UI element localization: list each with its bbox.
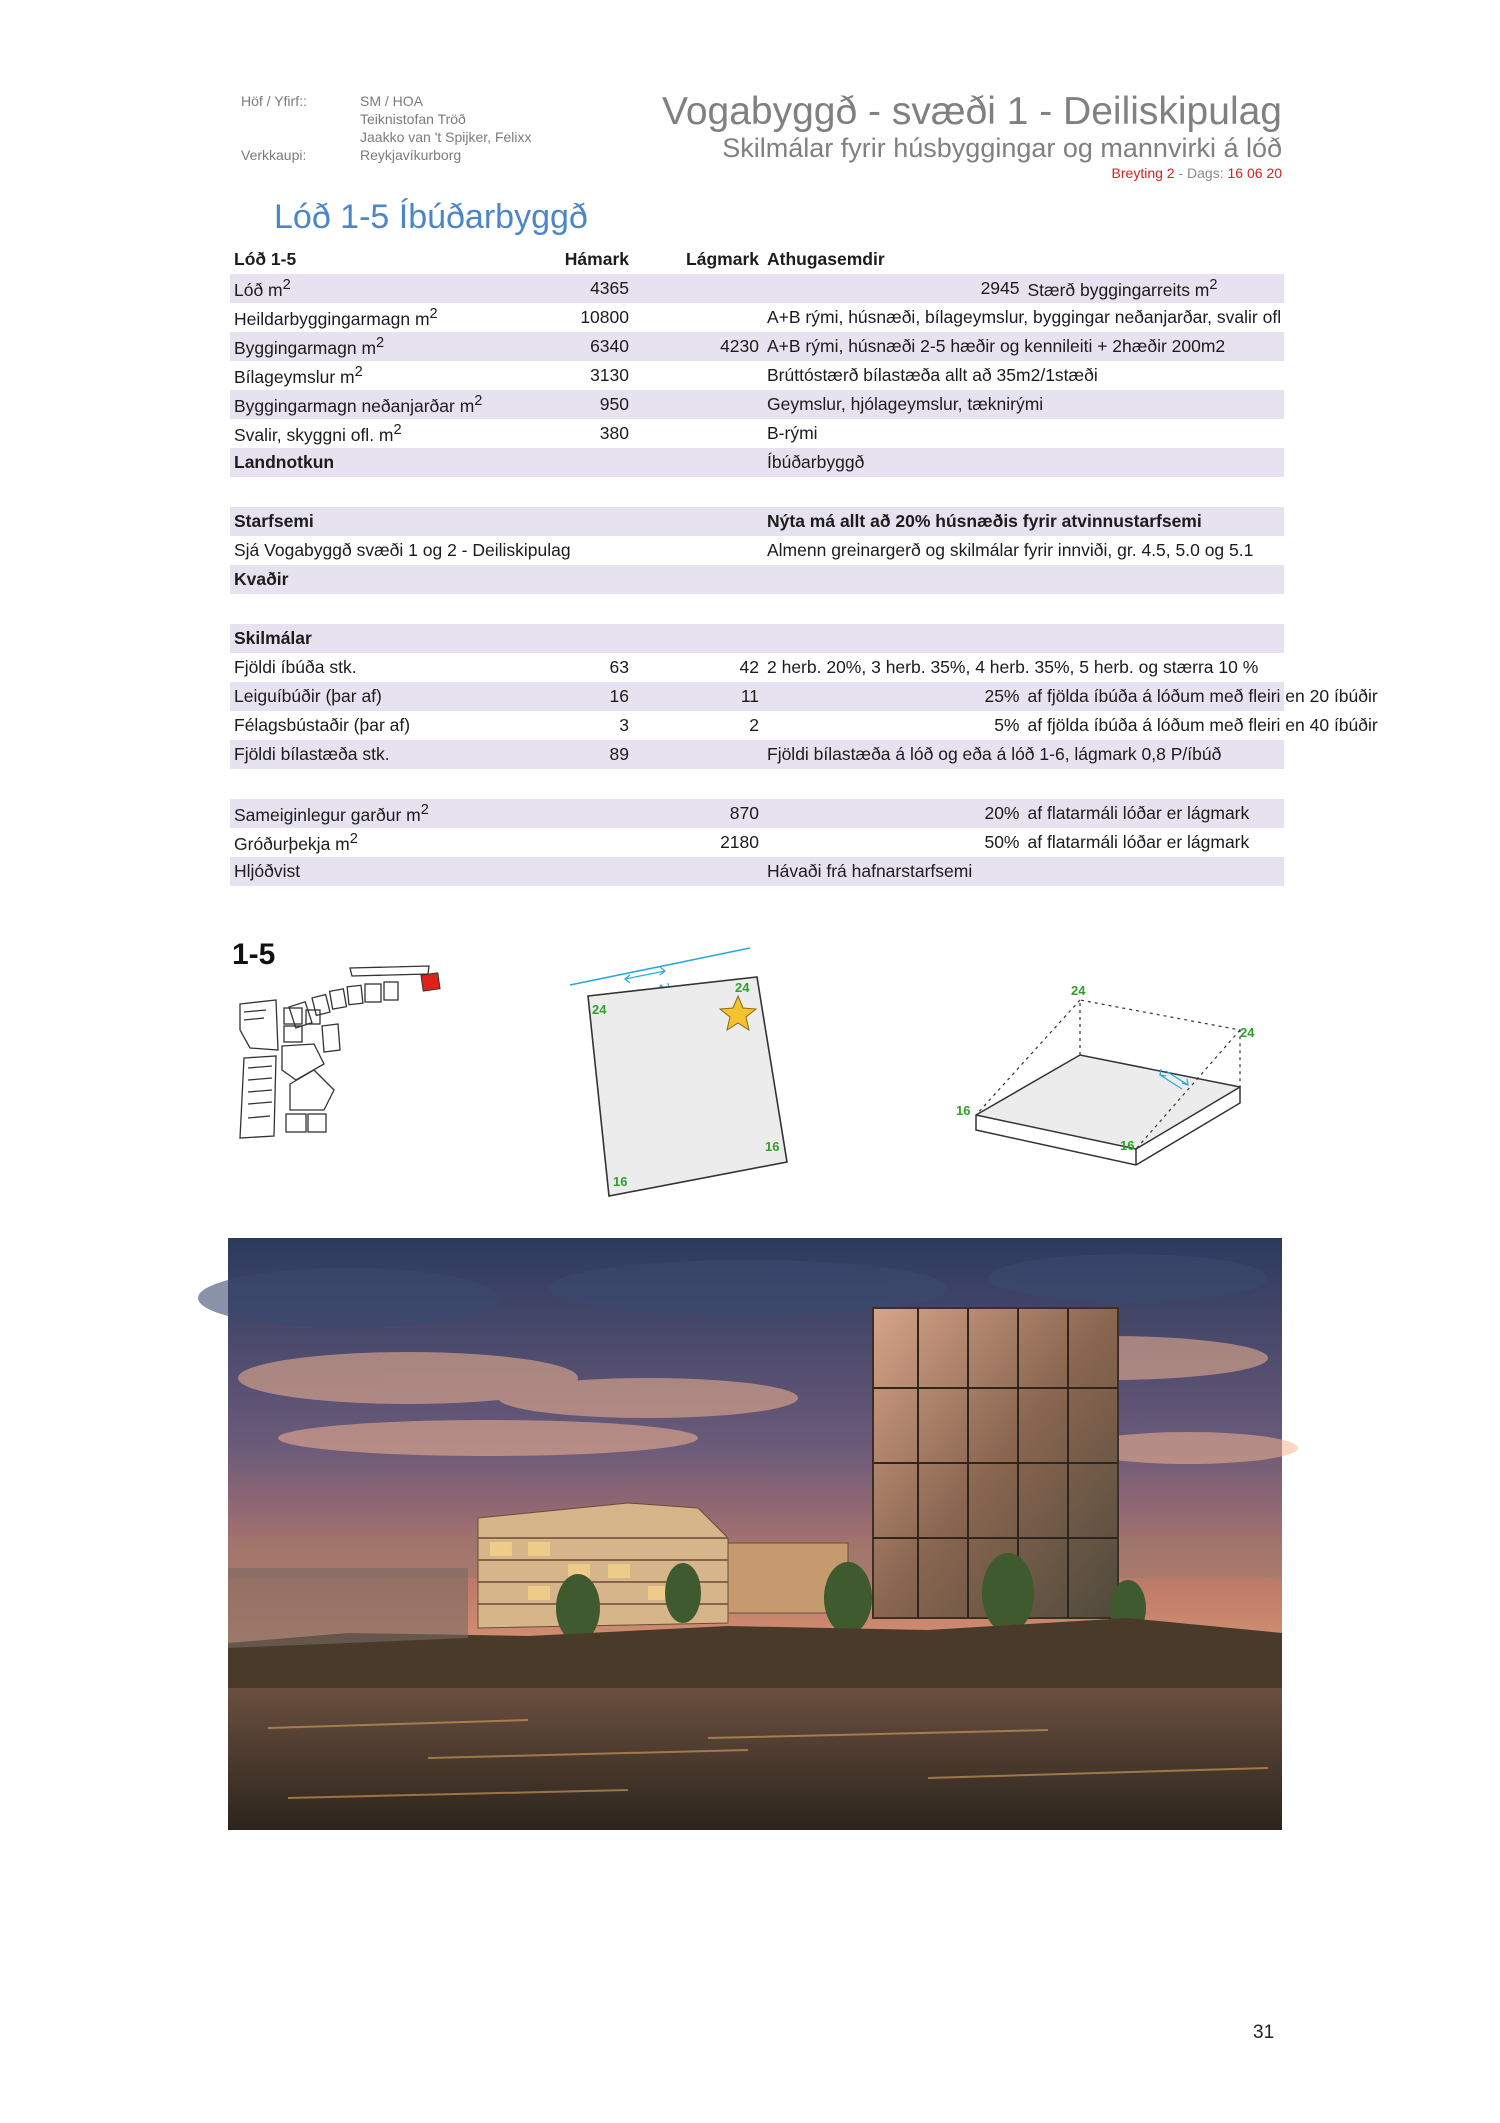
row-note: Brúttóstærð bílastæða allt að 35m2/1stæði (767, 365, 1098, 385)
row-note: af flatarmáli lóðar er lágmark (1024, 799, 1285, 828)
page-number: 31 (1253, 2022, 1275, 2043)
table-row (230, 740, 1284, 769)
row-min (633, 419, 763, 448)
table-row (230, 274, 1284, 303)
revision-label: Breyting 2 (1111, 165, 1175, 181)
plot-height-bl: 16 (613, 1174, 628, 1189)
row-label-sup: 2 (282, 276, 291, 293)
row-label: Lóð m (234, 279, 283, 300)
row-max: 10800 (580, 307, 629, 327)
row-min: 2180 (720, 832, 759, 852)
header-min: Lágmark (686, 248, 759, 269)
row-min: 42 (739, 657, 759, 677)
row-note: af flatarmáli lóðar er lágmark (1027, 832, 1250, 852)
table-row (230, 857, 1284, 886)
plot-height-tl: 24 (592, 1002, 607, 1017)
row-min (633, 303, 763, 332)
row-note-number: 20% (763, 799, 1024, 828)
row-note-sup: 2 (1209, 276, 1218, 293)
row-note: A+B rými, húsnæði 2-5 hæðir og kennileiti + 2hæðir 200m2 (763, 332, 1284, 361)
row-max: 3130 (590, 365, 629, 385)
iso-height-left: 16 (956, 1103, 971, 1118)
plan-label: 1-5 (232, 938, 276, 971)
row-max: 6340 (538, 332, 633, 361)
table-row (230, 624, 1284, 653)
row-max: 16 (538, 682, 633, 711)
row-note: Stærð byggingarreits m (1027, 279, 1210, 300)
row-label: Svalir, skyggni ofl. m (234, 424, 394, 445)
isometric-height-diagram (950, 975, 1270, 1205)
architectural-rendering (228, 1238, 1282, 1830)
row-note: Íbúðarbyggð (763, 448, 1284, 477)
water (228, 1688, 1282, 1830)
row-max: 950 (538, 390, 633, 419)
row-max: 4365 (538, 274, 633, 303)
row-max (538, 828, 633, 857)
row-label: Byggingarmagn m (234, 337, 377, 358)
plot-height-tr: 24 (735, 980, 750, 995)
date-value: 16 06 20 (1227, 165, 1282, 181)
client-label: Verkkaupi: (241, 147, 307, 163)
row-max (538, 799, 633, 828)
author-line-2: Teiknistofan Tröð (360, 111, 466, 127)
row-label: Bílageymslur m (234, 366, 355, 387)
iso-base-face (976, 1055, 1240, 1149)
row-min: 870 (633, 799, 763, 828)
author-line-3: Jaakko van 't Spijker, Felixx (360, 129, 532, 145)
iso-height-front: 16 (1120, 1138, 1135, 1153)
spacer-row (230, 594, 1284, 624)
row-label: Félagsbústaðir (þar af) (234, 715, 411, 735)
row-label: Gróðurþekja m (234, 833, 350, 854)
table-row (230, 448, 1284, 477)
table-row (230, 653, 1284, 682)
plot-height-br: 16 (765, 1139, 780, 1154)
row-label: Leiguíbúðir (þar af) (230, 682, 538, 711)
row-note-number: 2945 (763, 274, 1024, 303)
row-note-number: 50% (984, 832, 1020, 852)
author-label: Höf / Yfirf:: (241, 93, 307, 109)
row-label: Landnotkun (230, 448, 538, 477)
table-row (230, 711, 1284, 740)
lot-heading: Lóð 1-5 Íbúðarbyggð (274, 198, 588, 236)
row-min: 4230 (633, 332, 763, 361)
table-row (230, 361, 1284, 390)
row-note: A+B rými, húsnæði, bílageymslur, byggingar neðanjarðar, svalir ofl (767, 307, 1282, 327)
row-min (633, 390, 763, 419)
client-value: Reykjavíkurborg (360, 147, 462, 163)
row-max: 3 (619, 715, 629, 735)
document-subtitle: Skilmálar fyrir húsbyggingar og mannvirki á lóð (722, 133, 1282, 163)
row-max: 63 (609, 657, 629, 677)
row-label: Fjöldi íbúða stk. (234, 657, 357, 677)
row-min: 11 (633, 682, 763, 711)
row-label: Sjá Vogabyggð svæði 1 og 2 - Deiliskipulag (234, 540, 571, 560)
table-header-row (230, 244, 1284, 274)
row-label-sup: 2 (349, 830, 358, 847)
row-label-sup: 2 (354, 363, 363, 380)
row-note: 2 herb. 20%, 3 herb. 35%, 4 herb. 35%, 5 herb. og stærra 10 % (767, 657, 1259, 677)
plot-height-plan (560, 940, 810, 1200)
header-notes: Athugasemdir (767, 248, 885, 269)
author-line-1: SM / HOA (360, 93, 424, 109)
row-note: af fjölda íbúða á lóðum með fleiri en 40 íbúðir (1027, 715, 1378, 735)
row-label: Sameiginlegur garður m (234, 804, 421, 825)
row-min (633, 361, 763, 390)
iso-height-top: 24 (1071, 983, 1086, 998)
row-note-number: 25% (763, 682, 1024, 711)
row-label-sup: 2 (376, 334, 385, 351)
document-title: Vogabyggð - svæði 1 - Deiliskipulag (661, 90, 1282, 133)
row-label: Byggingarmagn neðanjarðar m (234, 395, 475, 416)
location-key-map (234, 960, 444, 1142)
row-note: Hávaði frá hafnarstarfsemi (763, 857, 1284, 886)
spacer-row (230, 769, 1284, 799)
row-label: Fjöldi bílastæða stk. (230, 740, 538, 769)
row-note: Fjöldi bílastæða á lóð og eða á lóð 1-6, lágmark 0,8 P/íbúð (763, 740, 1284, 769)
table-row (230, 507, 1284, 536)
row-note: B-rými (767, 423, 818, 443)
row-max: 89 (538, 740, 633, 769)
revision-line (1112, 165, 1282, 181)
table-row (230, 303, 1284, 332)
row-label: Heildarbyggingarmagn m (234, 308, 430, 329)
lot-marker (421, 973, 440, 991)
header-lot: Lóð 1-5 (234, 248, 297, 269)
plot-outline (588, 977, 787, 1196)
row-min: 2 (749, 715, 759, 735)
row-note: Nýta má allt að 20% húsnæðis fyrir atvinnustarfsemi (763, 507, 1284, 536)
date-label: - Dags: (1174, 165, 1228, 181)
row-min (633, 740, 763, 769)
table-row (230, 799, 1284, 828)
table-row (230, 332, 1284, 361)
row-note: Geymslur, hjólageymslur, tæknirými (763, 390, 1284, 419)
row-note: Almenn greinargerð og skilmálar fyrir innviði, gr. 4.5, 5.0 og 5.1 (767, 540, 1254, 560)
iso-height-right: 24 (1240, 1025, 1255, 1040)
table-row (230, 682, 1284, 711)
specification-table (230, 244, 1378, 886)
row-label-sup: 2 (420, 801, 429, 818)
row-label: Kvaðir (230, 565, 538, 594)
row-label-sup: 2 (474, 392, 483, 409)
row-note: af fjölda íbúða á lóðum með fleiri en 20 íbúðir (1024, 682, 1285, 711)
row-label: Skilmálar (230, 624, 538, 653)
row-label: Starfsemi (230, 507, 538, 536)
table-row (230, 419, 1284, 448)
header-max: Hámark (564, 248, 629, 269)
row-label-sup: 2 (429, 305, 438, 322)
row-label-sup: 2 (393, 421, 402, 438)
table-row (230, 565, 1284, 594)
row-label: Hljóðvist (230, 857, 538, 886)
table-row (230, 536, 1284, 565)
row-min (633, 274, 763, 303)
table-row (230, 390, 1284, 419)
boundary-line (570, 948, 750, 985)
row-note-number: 5% (994, 715, 1020, 735)
table-row (230, 828, 1284, 857)
row-max: 380 (599, 423, 629, 443)
spacer-row (230, 477, 1284, 507)
